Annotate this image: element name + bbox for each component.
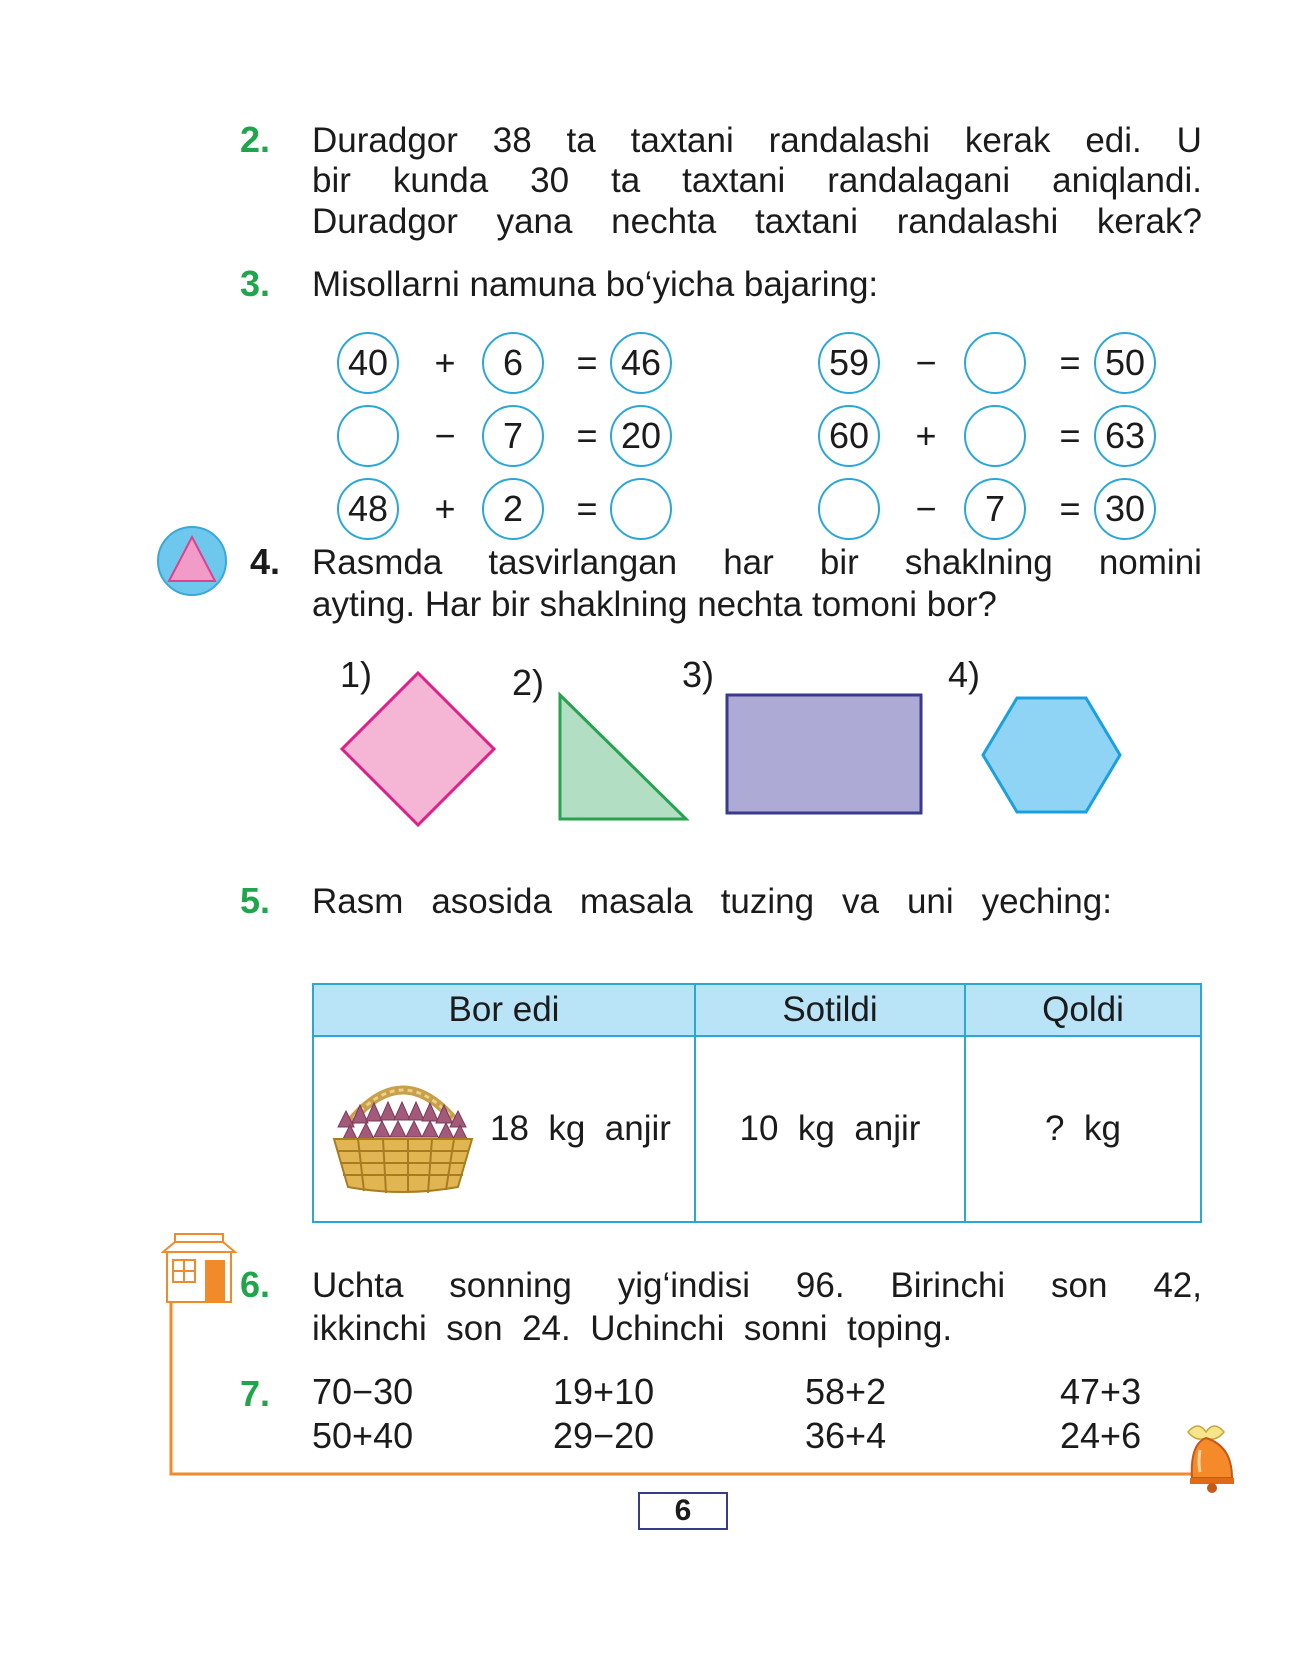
word: randalashi [896, 202, 1059, 241]
word: aniqlandi. [1052, 161, 1202, 200]
expression: 58+2 [805, 1371, 887, 1412]
word: va [842, 882, 879, 921]
number-circle: 63 [1094, 405, 1156, 467]
word: masala [579, 882, 693, 921]
word: Rasm [312, 882, 404, 921]
table-cell-text: 18 kg anjir [490, 1109, 671, 1148]
house-icon [161, 1232, 241, 1306]
table-cell: 10 kg anjir [695, 1036, 965, 1222]
word: bir [819, 543, 859, 582]
page-number: 6 [638, 1492, 728, 1530]
word: yana [496, 202, 573, 241]
operator-sign: − [915, 488, 937, 529]
word: 42, [1153, 1266, 1202, 1305]
word: U [1176, 121, 1202, 160]
shape-label-4: 4) [948, 654, 981, 695]
expression: 24+6 [1060, 1415, 1142, 1456]
word: yig‘indisi [617, 1266, 751, 1305]
number-circle: 59 [818, 332, 880, 394]
word: bir [312, 161, 351, 200]
number-circle: 60 [818, 405, 880, 467]
operator-sign: − [915, 342, 937, 383]
number-circle: 7 [482, 405, 544, 467]
expression: 50+40 [312, 1415, 414, 1456]
word: edi. [1085, 121, 1142, 160]
equals-sign: = [1059, 415, 1081, 456]
word: kunda [392, 161, 489, 200]
word: Uchta [312, 1266, 404, 1305]
number-circle: 6 [482, 332, 544, 394]
word: Duradgor [312, 202, 458, 241]
expression: 70−30 [312, 1371, 414, 1412]
number-circle: 30 [1094, 478, 1156, 540]
expression: 29−20 [553, 1415, 655, 1456]
word: nomini [1098, 543, 1202, 582]
word: ta [566, 121, 596, 160]
word: kerak? [1096, 202, 1202, 241]
word: uni [906, 882, 954, 921]
word: har [723, 543, 774, 582]
task-line: ayting. Har bir shaklning nechta tomoni bor? [312, 585, 997, 624]
operator-sign: − [434, 415, 456, 456]
task-number: 7. [240, 1373, 271, 1414]
word: randalashi [768, 121, 931, 160]
word: tasvirlangan [488, 543, 678, 582]
equals-sign: = [1059, 342, 1081, 383]
table-header: Qoldi [965, 984, 1201, 1036]
word: asosida [431, 882, 552, 921]
word: sonning [449, 1266, 572, 1305]
word: son [1051, 1266, 1108, 1305]
word: nechta [611, 202, 717, 241]
number-circle: 20 [610, 405, 672, 467]
task-number: 4. [250, 541, 281, 582]
word: Birinchi [890, 1266, 1006, 1305]
word: randalagani [827, 161, 1011, 200]
word: Rasmda [312, 543, 443, 582]
task-line [312, 1264, 1202, 1307]
word: taxtani [754, 202, 859, 241]
task-number: 3. [240, 263, 271, 304]
number-circle: 2 [482, 478, 544, 540]
shape-label-2: 2) [512, 662, 545, 703]
word: tuzing [720, 882, 815, 921]
task-text: Misollarni namuna bo‘yicha bajaring: [312, 265, 879, 304]
expression: 47+3 [1060, 1371, 1142, 1412]
bell-icon [1176, 1418, 1248, 1498]
number-circle: 50 [1094, 332, 1156, 394]
number-circle: 40 [337, 332, 399, 394]
task-number: 5. [240, 880, 271, 921]
table-header: Bor edi [313, 984, 695, 1036]
equals-sign: = [576, 415, 598, 456]
word: yeching: [981, 882, 1112, 921]
shape-label-3: 3) [682, 654, 715, 695]
task-number: 2. [240, 119, 271, 160]
word: shaklning [904, 543, 1053, 582]
word: taxtani [630, 121, 734, 160]
word: 96. [795, 1266, 845, 1305]
task-number: 6. [240, 1264, 271, 1305]
number-circle: 7 [964, 478, 1026, 540]
word: Duradgor [312, 121, 458, 160]
expression: 36+4 [805, 1415, 887, 1456]
table-cell: ? kg [965, 1036, 1201, 1222]
number-circle: 46 [610, 332, 672, 394]
word: 30 [530, 161, 570, 200]
word: ta [611, 161, 641, 200]
operator-sign: + [915, 415, 937, 456]
word: taxtani [682, 161, 786, 200]
operator-sign: + [434, 342, 456, 383]
word: kerak [964, 121, 1051, 160]
equals-sign: = [576, 488, 598, 529]
equals-sign: = [1059, 488, 1081, 529]
shape-label-1: 1) [340, 654, 373, 695]
expression: 19+10 [553, 1371, 655, 1412]
task-line: ikkinchi son 24. Uchinchi sonni toping. [312, 1309, 953, 1348]
number-circle: 48 [337, 478, 399, 540]
operator-sign: + [434, 488, 456, 529]
word: 38 [492, 121, 532, 160]
equals-sign: = [576, 342, 598, 383]
table-header: Sotildi [695, 984, 965, 1036]
